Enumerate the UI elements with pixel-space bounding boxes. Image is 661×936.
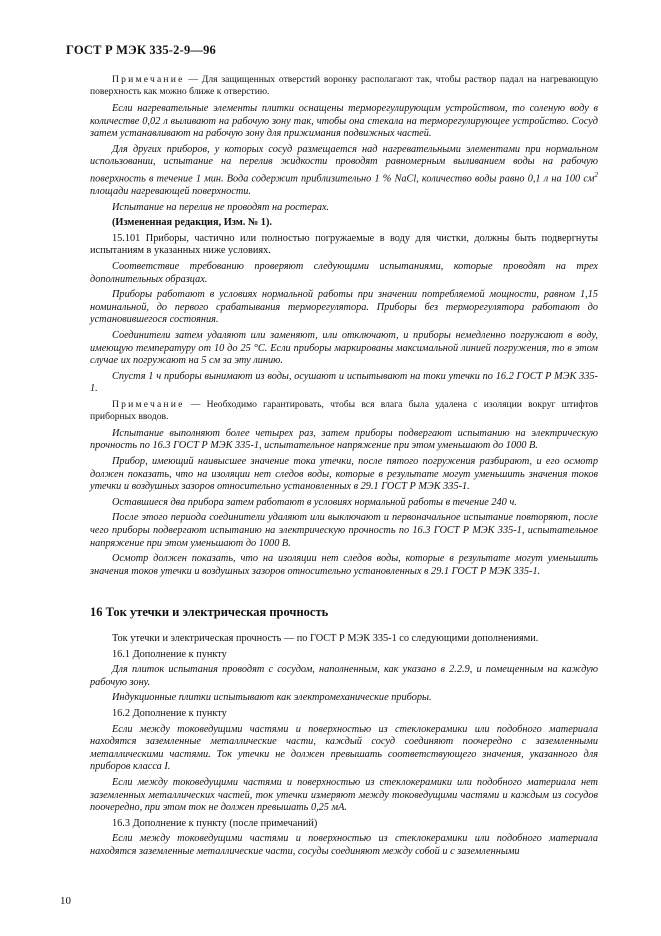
paragraph: Если между токоведущими частями и поверхностью из стеклокерамики или подобного материала находятся заземленные металлические части, сосуды соединяют между собой и с заземленными [90,833,598,857]
paragraph: Прибор, имеющий наивысшее значение тока утечки, после пятого погружения разбирают, и его осмотр должен показать, что на изоляции нет следов воды, которые в результате могут уменьшить значения токов утечки и воздушных зазоров относительно установленных в 29.1 ГОСТ Р МЭК 335-1. [90,456,598,493]
paragraph: Испытание выполняют более четырех раз, затем приборы подвергают испытанию на электрическую прочность по 16.3 ГОСТ Р МЭК 335-1, испытательное напряжение при этом уменьшают до 1000 В. [90,427,598,452]
paragraph: Соединители затем удаляют или заменяют, или отключают, и приборы немедленно погружают в воду, имеющую температуру от 10 до 25 °С. Если приборы маркированы максимальной линией погружения, то в этом случае их погружают на 5 см за эту линию. [90,329,598,367]
amendment-note: (Измененная редакция, Изм. № 1). [112,217,272,229]
paragraph: Оставшиеся два прибора затем работают в условиях нормальной работы в течение 240 ч. [112,496,517,508]
subclause-heading: 16.1 Дополнение к пункту [112,648,227,660]
page-number: 10 [60,895,71,907]
subclause-heading: 16.3 Дополнение к пункту (после примечаний) [112,817,318,829]
paragraph: После этого периода соединители удаляют или выключают и первоначальное испытание повторяют, после чего приборы подвергают испытанию на электрическую прочность по 16.3 ГОСТ Р МЭК 335-1, испытательное напряжение при этом уменьшают до 1000 В. [90,512,598,549]
document-header: ГОСТ Р МЭК 335-2-9—96 [66,43,217,57]
paragraph: Для других приборов, у которых сосуд размещается над нагревательными элементами при нормальном использовании, испытание на перелив жидкости проводят равномерным выливанием воды на рабочую поверхность в течение 1 мин. Вода содержит приблизительно 1 % NaCl, количество воды равно 0,1 л на 100 $см^2$ площади нагревающей поверхности. [90,143,598,197]
note-paragraph: Примечание — Для защищенных отверстий воронку располагают так, чтобы раствор падал на нагревающую поверхность как можно ближе к отверстию. [90,74,598,97]
note-paragraph: Примечание — Необходимо гарантировать, чтобы вся влага была удалена с изоляции вокруг штифтов приборных вводов. [90,398,598,422]
subclause-heading: 16.2 Дополнение к пункту [112,707,227,719]
paragraph: Если нагревательные элементы плитки оснащены терморегулирующим устройством, то соленую воду в количестве 0,02 л выливают на рабочую зону так, чтобы она стекала на терморегулирующее устройство. Сосуд затем устанавливают на рабочую зону для прижимания подвижных частей. [90,103,598,140]
paragraph: Если между токоведущими частями и поверхностью из стеклокерамики или подобного материала нет заземленных металлических частей, ток утечки измеряют между токоведущими частями и каждым из сосудов поочередно, при этом ток не должен превышать 0,25 мА. [90,776,598,814]
section-title: 16 Ток утечки и электрическая прочность [90,605,329,620]
paragraph: Индукционные плитки испытывают как электромеханические приборы. [112,692,432,704]
paragraph: Приборы работают в условиях нормальной работы при значении потребляемой мощности, равном 1,15 номинальной, до первого срабатывания терморегулятора. Приборы без терморегулятора работают до установившегося состояния. [90,289,598,326]
paragraph: Спустя 1 ч приборы вынимают из воды, осушают и испытывают на токи утечки по 16.2 ГОСТ Р МЭК 335-1. [90,370,598,395]
clause-15-101: 15.101 Приборы, частично или полностью погружаемые в воду для чистки, должны быть подвергнуты испытаниям в указанных ниже условиях. [90,232,598,257]
paragraph: Ток утечки и электрическая прочность — по ГОСТ Р МЭК 335-1 со следующими дополнениями. [112,633,539,645]
document-body [90,74,598,862]
paragraph: Соответствие требованию проверяют следующими испытаниями, которые проводят на трех дополнительных образцах. [90,260,598,285]
paragraph: Если между токоведущими частями и поверхностью из стеклокерамики или подобного материала находятся заземленные металлические части, каждый сосуд соединяют поочередно с заземленными металлическими частями. Ток утечки не должен превышать соответствующего значения, указанного для приборов класса I. [90,723,598,773]
paragraph: Осмотр должен показать, что на изоляции нет следов воды, которые в результате могут уменьшить значения токов утечки и воздушных зазоров относительно установленных в 29.1 ГОСТ Р МЭК 335-1. [90,553,598,577]
paragraph: Для плиток испытания проводят с сосудом, наполненным, как указано в 2.2.9, и помещенным на каждую рабочую зону. [90,664,598,688]
paragraph: Испытание на перелив не проводят на ростерах. [112,201,330,213]
